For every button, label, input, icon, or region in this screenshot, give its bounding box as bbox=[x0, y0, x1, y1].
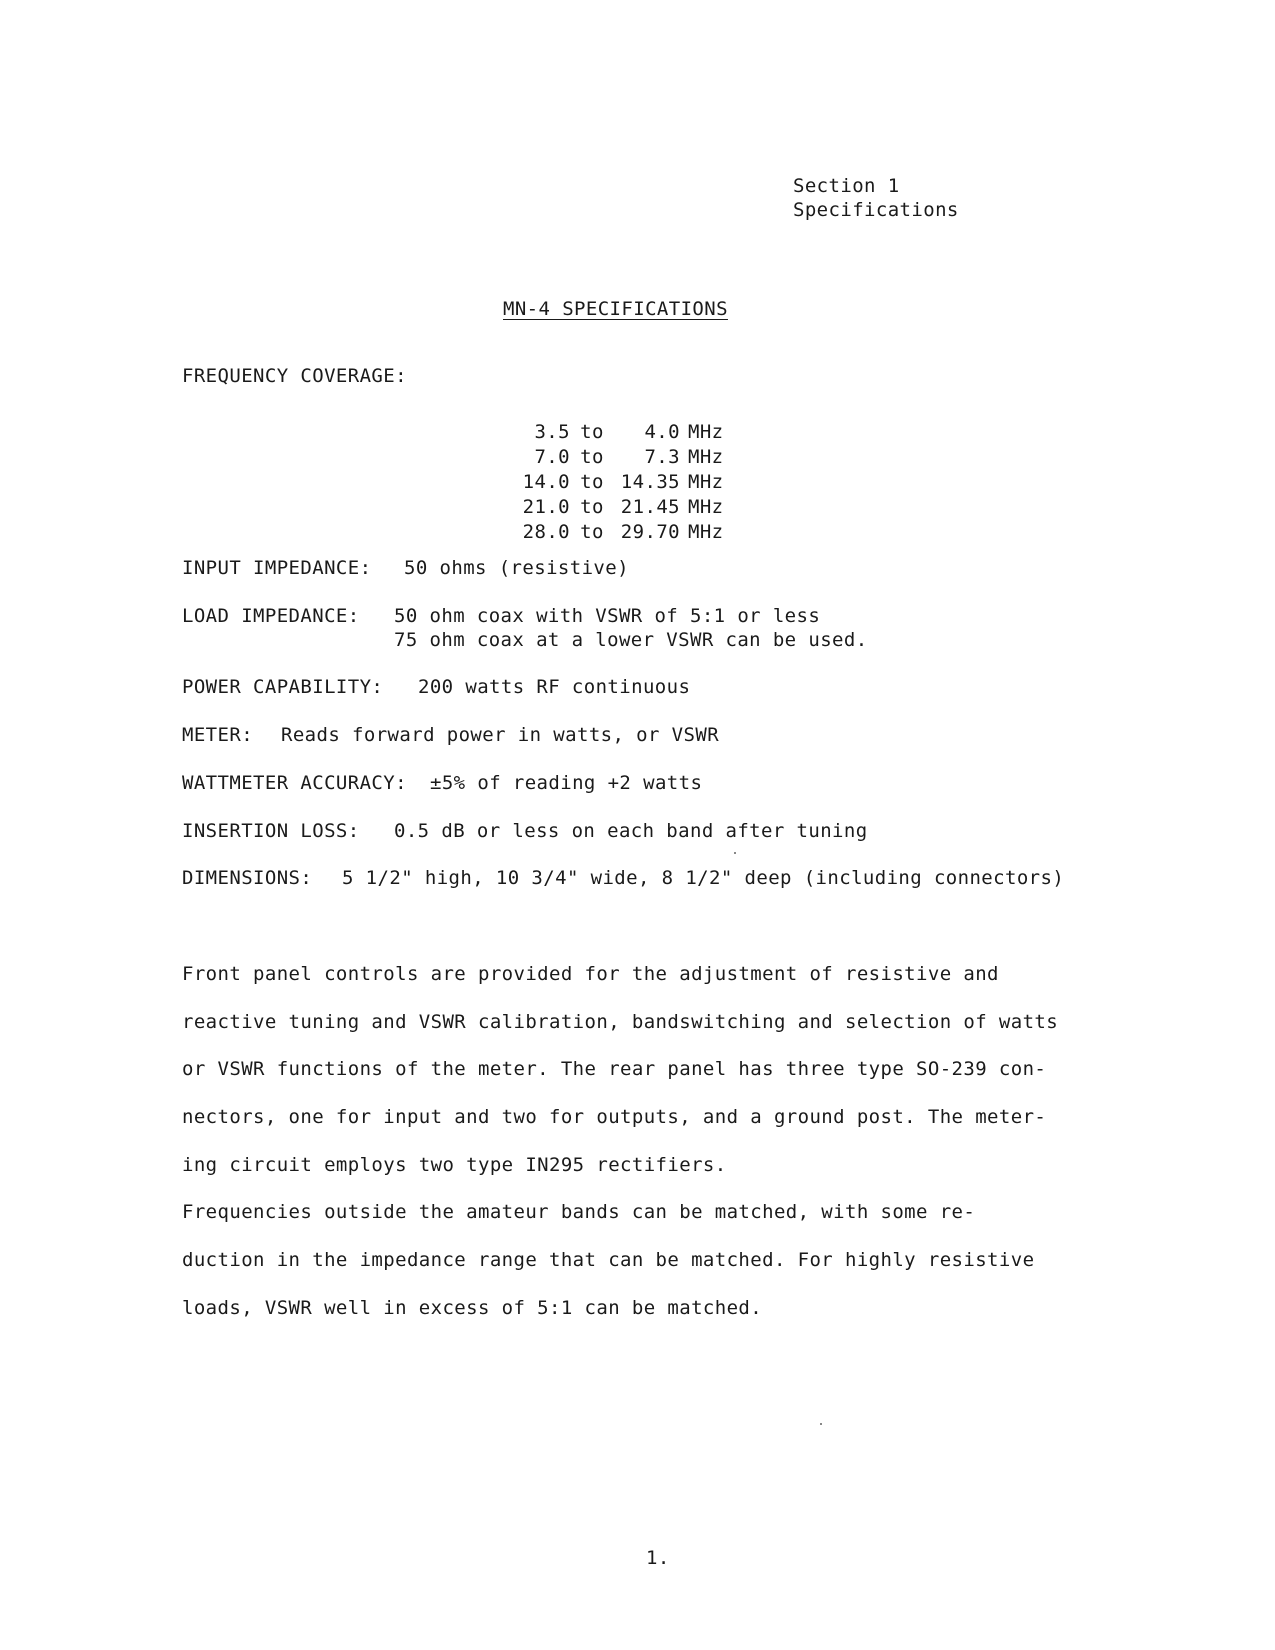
frequency-coverage-label: FREQUENCY COVERAGE: bbox=[182, 365, 407, 387]
power-capability-label: POWER CAPABILITY: bbox=[182, 676, 384, 698]
frequency-row bbox=[510, 419, 724, 444]
frequency-row bbox=[510, 494, 724, 519]
page-number: 1. bbox=[646, 1547, 670, 1569]
frequency-row bbox=[510, 519, 724, 544]
frequency-row bbox=[510, 444, 724, 469]
freq-start: 21.0 bbox=[522, 495, 570, 518]
freq-to-word: to bbox=[580, 495, 604, 518]
input-impedance-value: 50 ohms (resistive) bbox=[404, 557, 629, 579]
paragraph-line: Front panel controls are provided for the adjustment of resistive and bbox=[182, 963, 999, 985]
freq-start: 14.0 bbox=[522, 470, 570, 493]
insertion-loss-value: 0.5 dB or less on each band after tuning bbox=[394, 820, 868, 842]
document-title: MN-4 SPECIFICATIONS bbox=[503, 298, 728, 320]
paragraph-line: nectors, one for input and two for outputs, and a ground post. The meter- bbox=[182, 1106, 1047, 1128]
freq-to-word: to bbox=[580, 470, 604, 493]
freq-to-word: to bbox=[580, 520, 604, 543]
freq-end: 4.0 bbox=[644, 420, 680, 443]
load-impedance-label: LOAD IMPEDANCE: bbox=[182, 605, 360, 627]
freq-unit: MHz bbox=[688, 520, 724, 543]
dimensions-label: DIMENSIONS: bbox=[182, 867, 313, 889]
meter-value: Reads forward power in watts, or VSWR bbox=[281, 724, 720, 746]
frequency-table bbox=[510, 419, 724, 544]
dimensions-value: 5 1/2" high, 10 3/4" wide, 8 1/2" deep (including connectors) bbox=[342, 867, 1065, 889]
load-impedance-value-2: 75 ohm coax at a lower VSWR can be used. bbox=[394, 629, 868, 651]
section-header bbox=[793, 174, 959, 222]
freq-unit: MHz bbox=[688, 470, 724, 493]
freq-to-word: to bbox=[580, 445, 604, 468]
freq-end: 21.45 bbox=[620, 495, 680, 518]
section-subtitle: Specifications bbox=[793, 199, 959, 221]
freq-unit: MHz bbox=[688, 445, 724, 468]
freq-start: 28.0 bbox=[522, 520, 570, 543]
scan-speck bbox=[820, 1423, 822, 1425]
freq-start: 3.5 bbox=[534, 420, 570, 443]
paragraph-line: duction in the impedance range that can be matched. For highly resistive bbox=[182, 1249, 1035, 1271]
freq-start: 7.0 bbox=[534, 445, 570, 468]
freq-unit: MHz bbox=[688, 420, 724, 443]
wattmeter-accuracy-value: ±5% of reading +2 watts bbox=[430, 772, 703, 794]
paragraph-line: reactive tuning and VSWR calibration, bandswitching and selection of watts bbox=[182, 1011, 1059, 1033]
scan-speck bbox=[734, 852, 736, 854]
freq-end: 14.35 bbox=[620, 470, 680, 493]
section-label: Section 1 bbox=[793, 175, 900, 197]
paragraph-line: or VSWR functions of the meter. The rear panel has three type SO-239 con- bbox=[182, 1058, 1047, 1080]
input-impedance-label: INPUT IMPEDANCE: bbox=[182, 557, 372, 579]
freq-unit: MHz bbox=[688, 495, 724, 518]
freq-end: 29.70 bbox=[620, 520, 680, 543]
paragraph-line: ing circuit employs two type IN295 rectifiers. bbox=[182, 1154, 727, 1176]
insertion-loss-label: INSERTION LOSS: bbox=[182, 820, 360, 842]
load-impedance-value-1: 50 ohm coax with VSWR of 5:1 or less bbox=[394, 605, 821, 627]
frequency-row bbox=[510, 469, 724, 494]
meter-label: METER: bbox=[182, 724, 254, 746]
freq-end: 7.3 bbox=[644, 445, 680, 468]
wattmeter-accuracy-label: WATTMETER ACCURACY: bbox=[182, 772, 407, 794]
power-capability-value: 200 watts RF continuous bbox=[418, 676, 691, 698]
paragraph-line: Frequencies outside the amateur bands can be matched, with some re- bbox=[182, 1201, 976, 1223]
freq-to-word: to bbox=[580, 420, 604, 443]
paragraph-line: loads, VSWR well in excess of 5:1 can be matched. bbox=[182, 1297, 763, 1319]
